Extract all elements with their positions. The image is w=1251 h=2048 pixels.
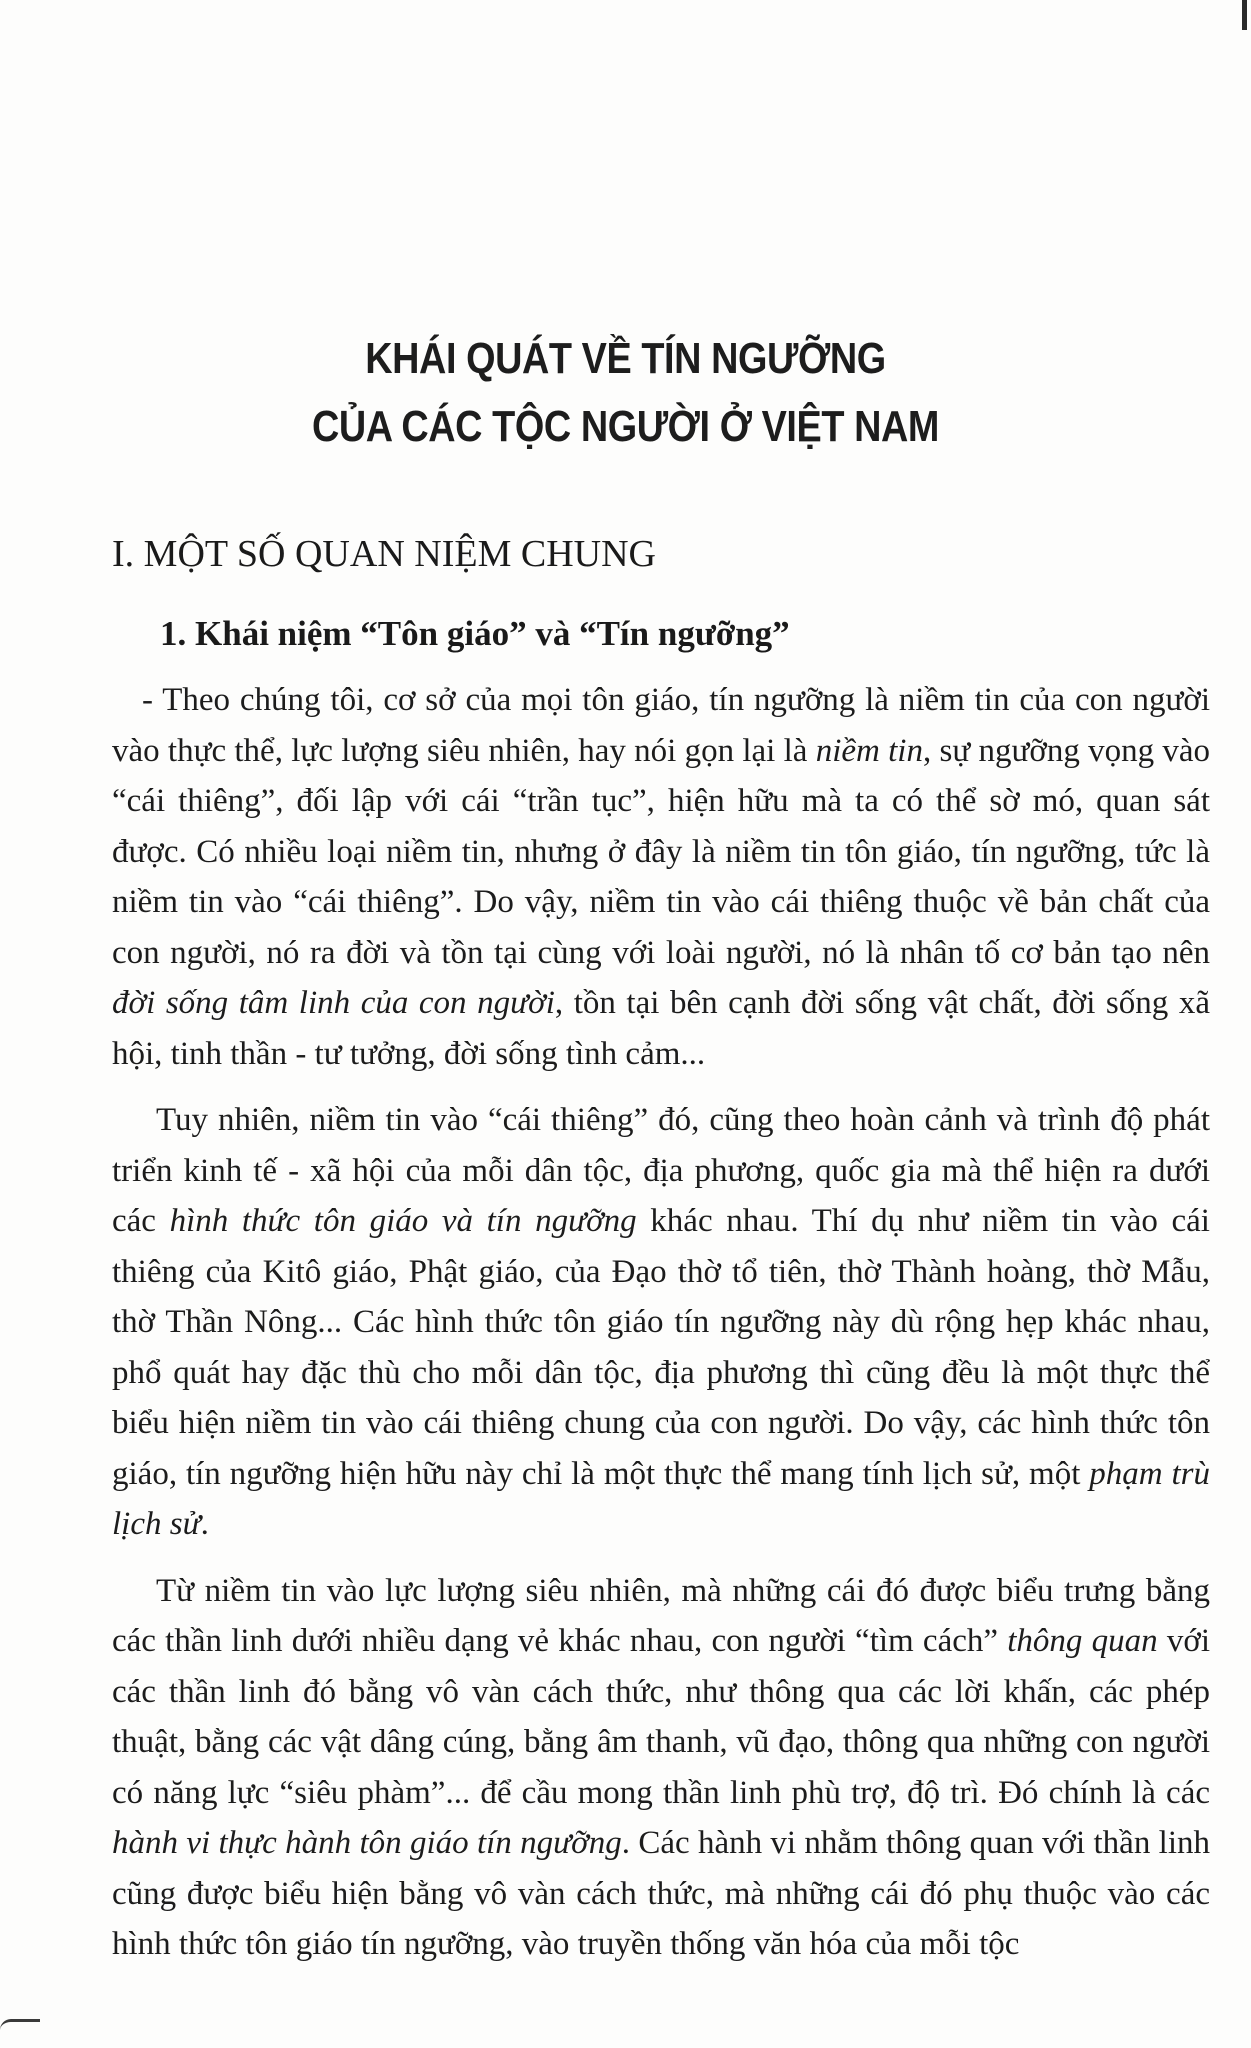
chapter-title-line-1: KHÁI QUÁT VỀ TÍN NGƯỠNG [365,334,886,383]
section-heading: I. MỘT SỐ QUAN NIỆM CHUNG [112,533,656,575]
paragraph-1 [112,675,1210,1079]
chapter-title-line-2: CỦA CÁC TỘC NGƯỜI Ở VIỆT NAM [312,402,939,451]
paragraph-2-text-e: . [200,1506,209,1542]
paragraph-3-emphasis-1: thông quan [1007,1623,1158,1659]
paragraph-3 [112,1566,1210,1970]
paragraph-2-emphasis-2: phạm trù lịch sử [112,1455,1210,1542]
paragraph-2-emphasis-1: hình thức tôn giáo và tín ngưỡng [169,1203,637,1239]
paragraph-3-emphasis-2: hành vi thực hành tôn giáo tín ngưỡng [112,1825,622,1861]
paragraph-1-text-a: - Theo chúng tôi, cơ sở của mọi tôn giáo, tín ngưỡng là niềm tin của con người vào thực thể, lực lượng siêu nhiên, hay nói gọn lại là [112,682,1210,769]
paragraph-2 [112,1095,1210,1550]
paragraph-1-emphasis-2: đời sống tâm linh của con người [112,985,555,1021]
subsection-heading: 1. Khái niệm “Tôn giáo” và “Tín ngưỡng” [160,614,790,653]
paragraph-3-text-a: Từ niềm tin vào lực lượng siêu nhiên, mà những cái đó được biểu trưng bằng các thần linh dưới nhiều dạng vẻ khác nhau, con người “tìm cách” [112,1572,1210,1659]
paragraph-2-text-c: khác nhau. Thí dụ như niềm tin vào cái thiêng của Kitô giáo, Phật giáo, của Đạo thờ tổ tiên, thờ Thành hoàng, thờ Mẫu, thờ Thần Nông... Các hình thức tôn giáo tín ngưỡng này dù rộng hẹp khác nhau, phổ quát hay đặc thù cho mỗi dân tộc, địa phương thì cũng đều là một thực thể biểu hiện niềm tin vào cái thiêng chung của con người. Do vậy, các hình thức tôn giáo, tín ngưỡng hiện hữu này chỉ là một thực thể mang tính lịch sử, một [112,1203,1210,1492]
body-text [112,675,1210,1986]
paragraph-1-emphasis-1: niềm tin [815,732,923,769]
page-edge-mark [1242,0,1247,30]
paragraph-3-text-e: . Các hành vi nhằm thông quan với thần linh cũng được biểu hiện bằng vô vàn cách thức, mà những cái đó phụ thuộc vào các hình thức tôn giáo tín ngưỡng, vào truyền thống văn hóa của mỗi tộc [112,1825,1210,1962]
paragraph-3-text-c: với các thần linh đó bằng vô vàn cách thức, như thông qua các lời khấn, các phép thuật, bằng các vật dâng cúng, bằng âm thanh, vũ đạo, thông qua những con người có năng lực “siêu phàm”... để cầu mong thần linh phù trợ, độ trì. Đó chính là các [112,1623,1211,1811]
paragraph-2-text-a: Tuy nhiên, niềm tin vào “cái thiêng” đó, cũng theo hoàn cảnh và trình độ phát triển kinh tế - xã hội của mỗi dân tộc, địa phương, quốc gia mà thể hiện ra dưới các [112,1102,1210,1239]
paragraph-1-text-e: , tồn tại bên cạnh đời sống vật chất, đời sống xã hội, tinh thần - tư tưởng, đời sống tình cảm... [112,985,1210,1072]
page-corner-curl [0,2019,40,2030]
paragraph-1-text-c: , sự ngưỡng vọng vào “cái thiêng”, đối lập với cái “trần tục”, hiện hữu mà ta có thể sờ mó, quan sát được. Có nhiều loại niềm tin, nhưng ở đây là niềm tin tôn giáo, tín ngưỡng, tức là niềm tin vào “cái thiêng”. Do vậy, niềm tin vào cái thiêng thuộc về bản chất của con người, nó ra đời và tồn tại cùng với loài người, nó là nhân tố cơ bản tạo nên [112,732,1211,971]
